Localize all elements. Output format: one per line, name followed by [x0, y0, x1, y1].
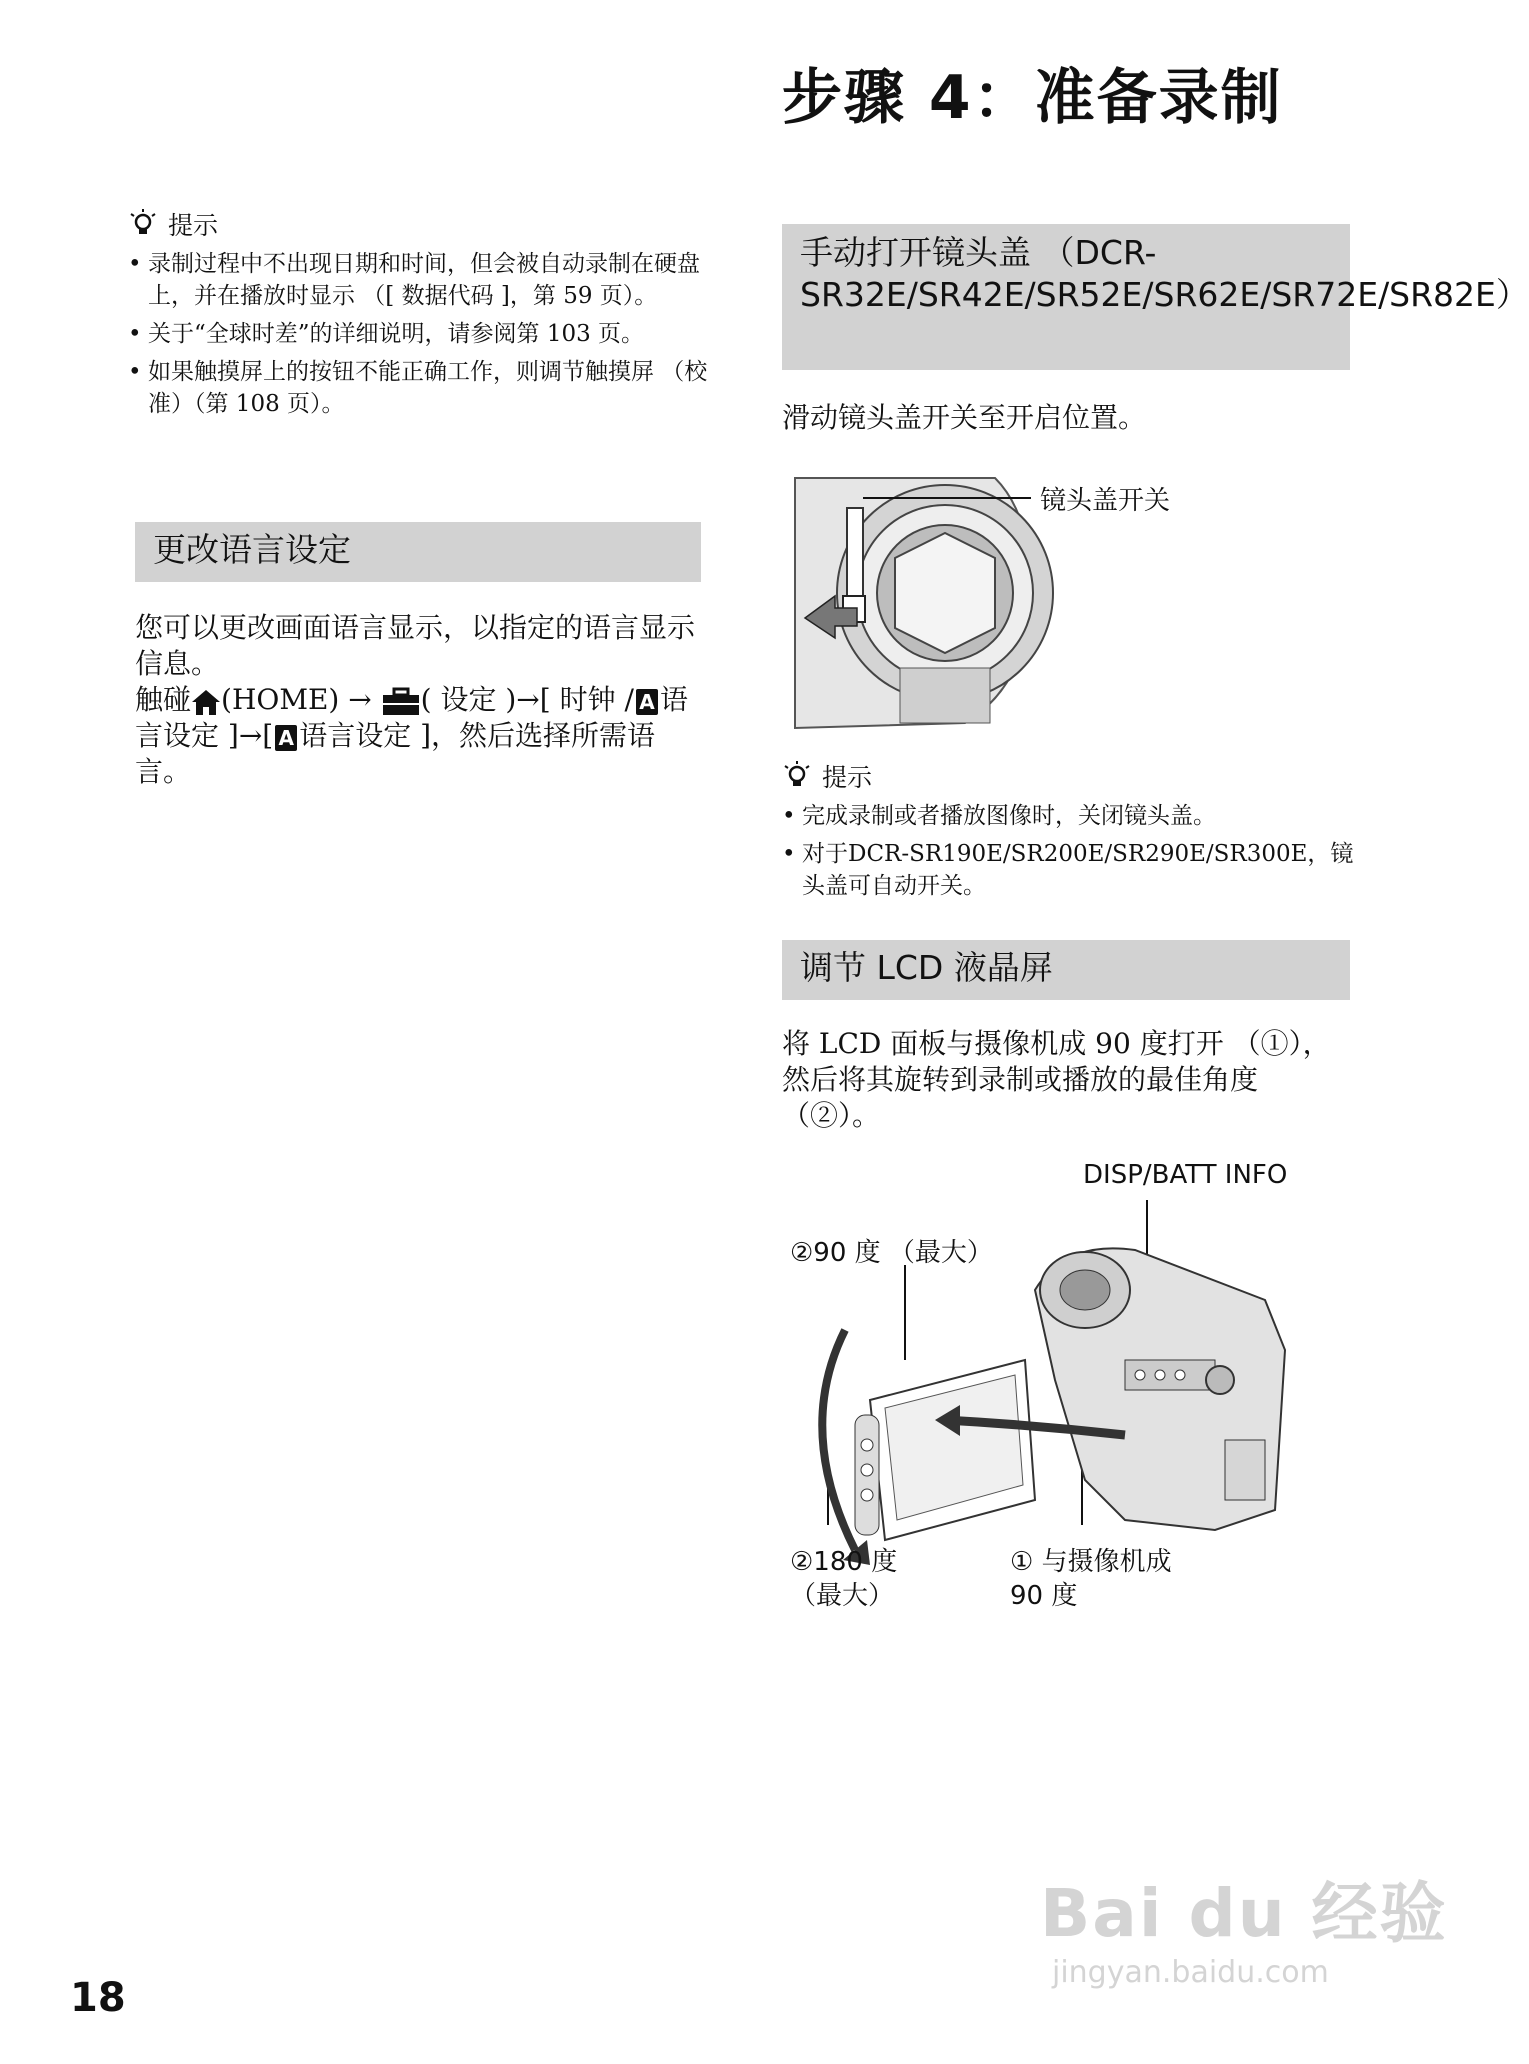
- language-a-icon: A: [275, 725, 297, 751]
- lightbulb-icon: [782, 760, 812, 792]
- home-label: (HOME): [221, 683, 340, 716]
- lcd-instruction: 将 LCD 面板与摄像机成 90 度打开 （①），然后将其旋转到录制或播放的最佳角度 （②）。: [782, 1027, 1331, 1132]
- list-item: • 对于DCR-SR190E/SR200E/SR290E/SR300E，镜头盖可自动开关。: [782, 838, 1357, 902]
- lens-switch-label: 镜头盖开关: [1040, 486, 1171, 516]
- hint-heading-text: 提示: [168, 211, 219, 240]
- left-hint-list: [128, 248, 708, 426]
- lcd-section-heading: 调节 LCD 液晶屏: [782, 940, 1350, 1000]
- step-touch-text: 触碰: [135, 683, 192, 716]
- page-title: 步骤 4：准备录制: [782, 63, 1283, 133]
- lens-cover-illustration: [795, 478, 1035, 728]
- list-item: • 关于“全球时差”的详细说明，请参阅第 103 页。: [128, 318, 708, 350]
- open-90-label: [1010, 1545, 1172, 1613]
- clock-lang-bracket: [ 时钟 /: [539, 683, 634, 716]
- open-90-line1: ① 与摄像机成: [1010, 1547, 1172, 1577]
- open-bracket-2: [: [262, 719, 274, 752]
- lang-setting-text-1: 语言设定 ]: [135, 683, 688, 752]
- baidu-watermark: [1040, 1860, 1448, 1990]
- language-intro: 您可以更改画面语言显示，以指定的语言显示信息。: [135, 611, 696, 680]
- lens-instruction: 滑动镜头盖开关至开启位置。: [782, 401, 1147, 434]
- lens-section-heading: 手动打开镜头盖 （DCR-SR32E/SR42E/SR52E/SR62E/SR72E/SR82E）: [782, 224, 1350, 370]
- arrow-icon: →: [516, 683, 540, 716]
- right-hint-list: [782, 800, 1357, 908]
- home-icon: [191, 688, 221, 716]
- lightbulb-icon: [128, 208, 158, 240]
- language-section-body: [135, 610, 705, 790]
- arrow-icon: →: [348, 683, 372, 716]
- left-hint-heading: [128, 206, 218, 242]
- settings-label: ( 设定 ): [420, 683, 517, 716]
- disp-batt-label: DISP/BATT INFO: [1083, 1160, 1288, 1190]
- open-90-line2: 90 度: [1010, 1581, 1078, 1611]
- rotate-180-line2: （最大）: [790, 1581, 895, 1611]
- rotate-180-label: [790, 1545, 897, 1613]
- rotate-90-label: ②90 度 （最大）: [790, 1238, 993, 1268]
- page-number: 18: [70, 1975, 126, 2021]
- lang-setting-text-2: 语言设定 ]，然后选择所需语言。: [135, 719, 656, 788]
- language-a-icon: A: [636, 689, 658, 715]
- list-item: • 如果触摸屏上的按钮不能正确工作，则调节触摸屏 （校准）（第 108 页）。: [128, 356, 708, 420]
- language-section-heading: 更改语言设定: [135, 522, 701, 582]
- list-item: • 录制过程中不出现日期和时间，但会被自动录制在硬盘上，并在播放时显示 （[ 数据代码 ]，第 59 页）。: [128, 248, 708, 312]
- list-item: • 完成录制或者播放图像时，关闭镜头盖。: [782, 800, 1357, 832]
- toolbox-icon: [381, 688, 421, 716]
- language-steps: [135, 682, 705, 790]
- watermark-url: jingyan.baidu.com: [1052, 1955, 1329, 1990]
- rotate-180-line1: ②180 度: [790, 1547, 898, 1577]
- hint-heading-text: 提示: [822, 763, 873, 792]
- watermark-brand: Bai du 经验: [1040, 1875, 1448, 1952]
- arrow-icon: →: [238, 719, 263, 752]
- right-hint-heading: [782, 758, 872, 794]
